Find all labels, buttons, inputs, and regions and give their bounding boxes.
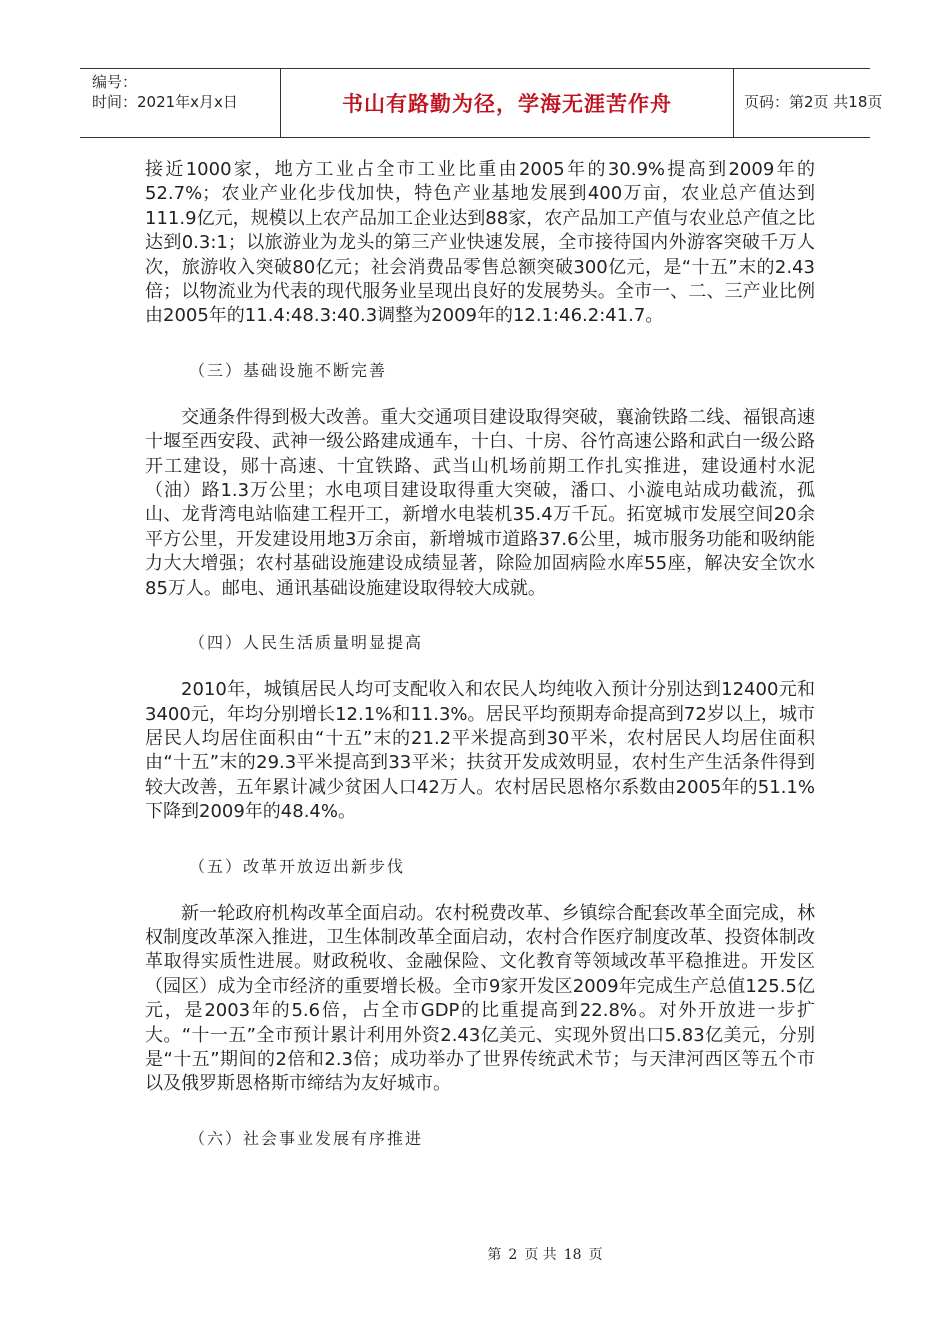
section-heading: （五）改革开放迈出新步伐 (189, 856, 406, 876)
section-heading: （六）社会事业发展有序推进 (189, 1128, 424, 1148)
page-header (80, 68, 883, 138)
header-motto-cell (280, 69, 734, 137)
body-paragraph: 接近1000家，地方工业占全市工业比重由2005年的30.9%提高到2009年的52.7%；农业产业化步伐加快，特色产业基地发展到400万亩，农业总产值达到111.9亿元，规模以上农产品加工企业达到88家，农产品加工产值与农业总产值之比达到0.3:1；以旅游业为龙头的第三产业快速发展，全市接待国内外游客突破千万人次，旅游收入突破80亿元；社会消费品零售总额突破300亿元，是“十五”末的2.43倍；以物流业为代表的现代服务业呈现出良好的发展势头。全市一、二、三产业比例由2005年的11.4:48.3:40.3调整为2009年的12.1:46.2:41.7。 (145, 159, 815, 327)
body-paragraph: 新一轮政府机构改革全面启动。农村税费改革、乡镇综合配套改革全面完成，林权制度改革深入推进，卫生体制改革全面启动，农村合作医疗制度改革、投资体制改革取得实质性进展。财政税收、金融保险、文化教育等领域改革平稳推进。开发区（园区）成为全市经济的重要增长极。全市9家开发区2009年完成生产总值125.5亿元，是2003年的5.6倍，占全市GDP的比重提高到22.8%。对外开放进一步扩大。“十一五”全市预计累计利用外资2.43亿美元、实现外贸出口5.83亿美元，分别是“十五”期间的2倍和2.3倍；成功举办了世界传统武术节；与天津河西区等五个市以及俄罗斯恩格斯市缔结为友好城市。 (145, 902, 815, 1095)
footer-current-page: 2 (508, 1247, 518, 1263)
body-paragraph: 2010年，城镇居民人均可支配收入和农民人均纯收入预计分别达到12400元和3400元，年均分别增长12.1%和11.3%。居民平均预期寿命提高到72岁以上，城市居民人均居住面积由“十五”末的21.2平米提高到30平米，农村居民人均居住面积由“十五”末的29.3平米提高到33平米；扶贫开发成效明显，农村生产生活条件得到较大改善，五年累计减少贫困人口42万人。农村居民恩格尔系数由2005年的51.1%下降到2009年的48.4%。 (145, 679, 815, 823)
document-number-label: 编号： (92, 73, 138, 91)
header-motto: 书山有路勤为径，学海无涯苦作舟 (342, 92, 672, 116)
page-footer (0, 1246, 950, 1264)
body-paragraph: 交通条件得到极大改善。重大交通项目建设取得突破，襄渝铁路二线、福银高速十堰至西安段、武神一级公路建成通车，十白、十房、谷竹高速公路和武白一级公路开工建设，郧十高速、十宜铁路、武当山机场前期工作扎实推进，建设通村水泥（油）路1.3万公里；水电项目建设取得重大突破，潘口、小漩电站成功截流，孤山、龙背湾电站临建工程开工，新增水电装机35.4万千瓦。拓宽城市发展空间20余平方公里，开发建设用地3万余亩，新增城市道路37.6公里，城市服务功能和吸纳能力大大增强；农村基础设施建设成绩显著，除险加固病险水库55座，解决安全饮水85万人。邮电、通讯基础设施建设取得较大成就。 (145, 406, 815, 599)
header-meta-cell (80, 69, 280, 137)
document-time-label: 时间：2021年x月x日 (92, 93, 238, 111)
footer-prefix: 第 (487, 1247, 502, 1263)
footer-page-number (484, 1247, 605, 1263)
footer-total-pages: 18 (563, 1247, 582, 1263)
header-page-cell (732, 69, 883, 137)
header-page-reference: 页码：第2页 共18页 (744, 93, 883, 111)
footer-suffix: 页 (588, 1247, 603, 1263)
section-heading: （三）基础设施不断完善 (189, 360, 388, 380)
footer-mid: 页 共 (524, 1247, 557, 1263)
section-heading: （四）人民生活质量明显提高 (189, 633, 424, 653)
document-body (145, 158, 815, 1151)
